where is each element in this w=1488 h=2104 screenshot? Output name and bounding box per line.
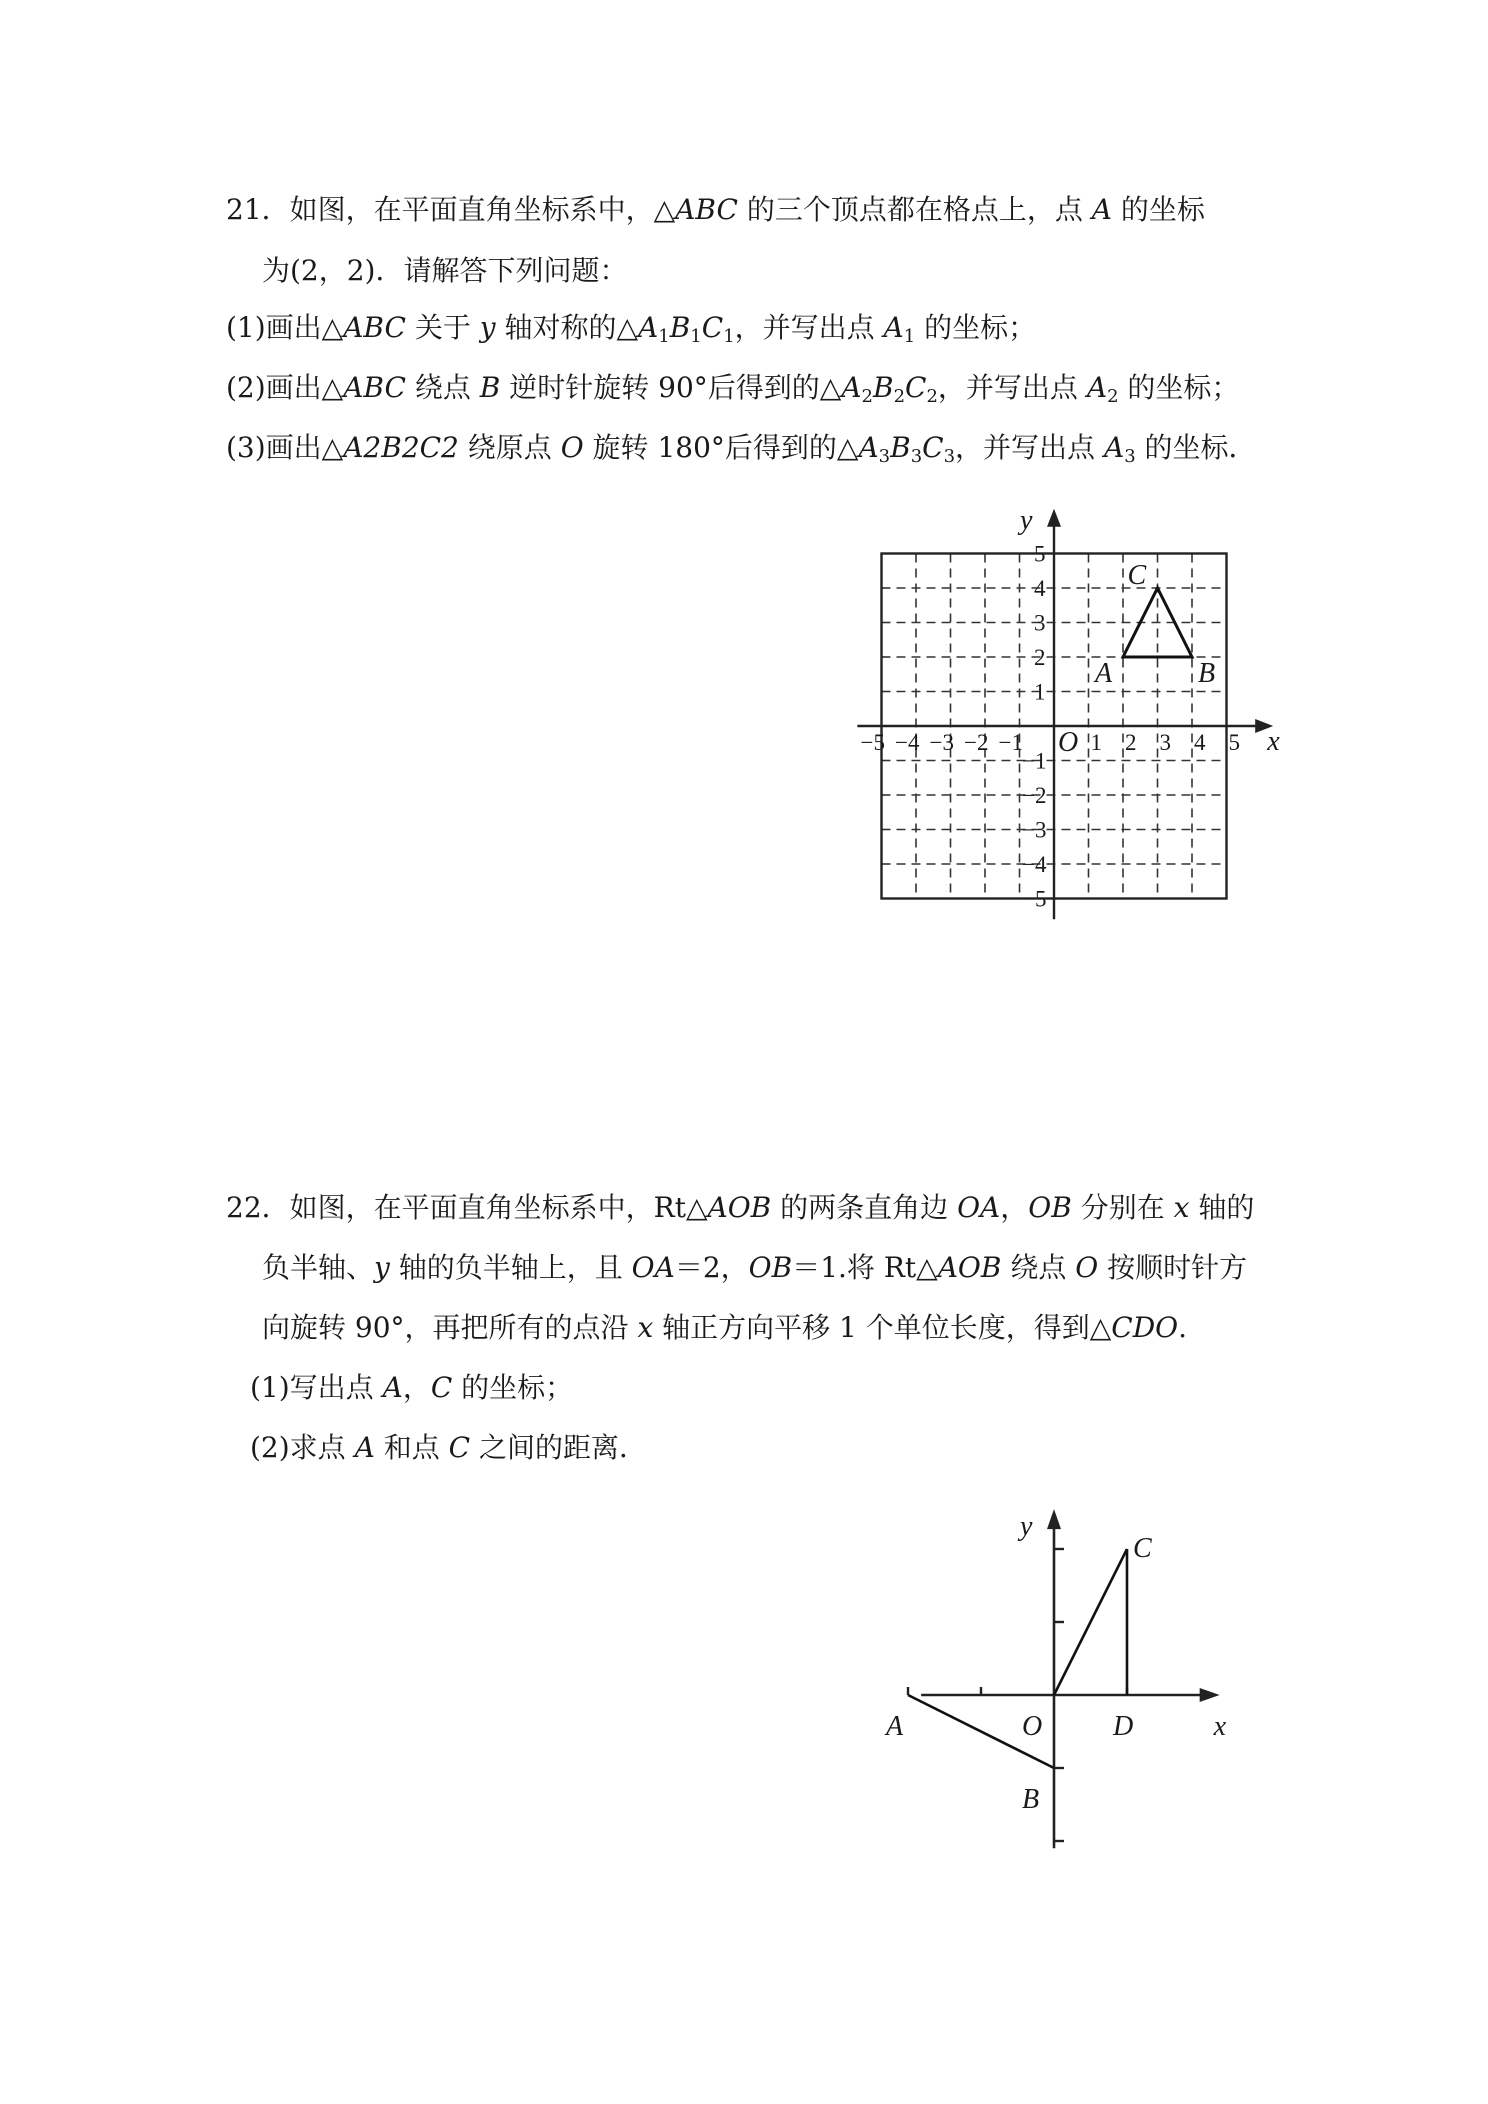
q22-text: ＝1.将 Rt△ — [792, 1251, 938, 1284]
q22-text: 向旋转 90°，再把所有的点沿 — [262, 1311, 638, 1344]
q21-text: 的坐标； — [1118, 371, 1240, 404]
x-axis-label: x — [1267, 726, 1280, 757]
x-axis-arrow-icon — [1200, 1688, 1220, 1702]
q22-text: . — [1178, 1311, 1188, 1344]
q21-text: 逆时针旋转 90°后得到的△ — [500, 371, 842, 404]
q21-text: ABC — [343, 311, 406, 344]
q22-text: 的坐标； — [452, 1371, 574, 1404]
q22-text: OA — [631, 1251, 675, 1284]
q22-text: A — [382, 1371, 403, 1404]
q22-text: y — [374, 1251, 390, 1284]
point-label-b: B — [1022, 1784, 1040, 1815]
q21-text: A — [858, 431, 879, 464]
q21-sub: 2 — [1107, 386, 1119, 407]
q21-text: 旋转 180°后得到的△ — [583, 431, 859, 464]
q21-text: ，并写出点 — [955, 431, 1104, 464]
q21-text: ABC — [343, 371, 406, 404]
q21-text: 关于 — [405, 311, 480, 344]
x-tick-label: 1 — [1090, 730, 1102, 755]
y-axis-arrow-icon — [1047, 1509, 1061, 1529]
y-tick-label: 2 — [1034, 645, 1046, 670]
q21-text: 的三个顶点都在格点上，点 — [737, 193, 1092, 226]
q22-text: 22．如图，在平面直角坐标系中，Rt△ — [226, 1191, 708, 1224]
q21-sub: 2 — [893, 386, 906, 407]
q22-text: x — [637, 1311, 654, 1344]
y-tick-label: 1 — [1034, 679, 1046, 705]
q21-sub: 1 — [903, 326, 916, 347]
x-tick-label: 3 — [1159, 730, 1171, 755]
q21-text: A — [638, 311, 659, 344]
q21-text: 的坐标； — [915, 311, 1037, 344]
q21-text: A — [1091, 193, 1112, 226]
q22-text: (1)写出点 — [250, 1371, 383, 1404]
q22-text: x — [1173, 1191, 1190, 1224]
q21-sub: 1 — [690, 326, 702, 347]
q21-text: C — [905, 371, 927, 404]
y-tick-label: −4 — [1022, 852, 1047, 877]
q21-text: 绕点 — [405, 371, 480, 404]
x-tick-label: 5 — [1228, 730, 1240, 755]
q21-text: O — [560, 431, 584, 464]
q22-text: C — [430, 1371, 453, 1404]
q22-text: OB — [748, 1251, 793, 1284]
q22-text: 负半轴、 — [262, 1251, 375, 1284]
segment-oc — [1054, 1549, 1127, 1695]
x-tick-label: 4 — [1194, 730, 1206, 755]
point-label-a: A — [1095, 658, 1113, 689]
q21-sub: 2 — [861, 386, 873, 407]
point-label-a: A — [886, 1711, 904, 1742]
q21-sub: 3 — [943, 446, 956, 467]
q21-text: ABC — [675, 193, 738, 226]
q22-text: A — [354, 1431, 375, 1464]
q22-text: CDO — [1111, 1311, 1179, 1344]
q21-text: B — [479, 371, 501, 404]
point-label-c: C — [1127, 560, 1147, 591]
x-tick-label: 2 — [1125, 730, 1137, 755]
q22-text: O — [1075, 1251, 1099, 1284]
q21-text: B — [873, 371, 894, 404]
q21-sub: 1 — [658, 326, 670, 347]
q22-text: ， — [1000, 1191, 1029, 1224]
q22-text: AOB — [937, 1251, 1002, 1284]
x-tick-label: −3 — [929, 730, 954, 755]
y-tick-label: −3 — [1022, 817, 1047, 843]
y-axis-label: y — [1020, 1511, 1033, 1543]
q21-text: (2)画出△ — [226, 371, 344, 404]
q21-sub: 2 — [926, 386, 938, 407]
x-tick-label: −1 — [998, 730, 1023, 755]
q21-text: C — [701, 311, 724, 344]
q21-text: 绕原点 — [458, 431, 561, 464]
q21-text: 的坐标 — [1111, 193, 1205, 226]
q21-text: A — [841, 371, 862, 404]
q21-text: A — [1086, 371, 1108, 404]
q21-sub: 3 — [910, 446, 923, 467]
q21-text: B — [890, 431, 911, 464]
q22-text: 轴的 — [1189, 1191, 1255, 1224]
y-axis-label: y — [1020, 504, 1033, 536]
q22-text: 之间的距离． — [470, 1431, 647, 1464]
q21-text: (3)画出△ — [226, 431, 344, 464]
origin-label: O — [1058, 727, 1079, 758]
q22-text: AOB — [707, 1191, 772, 1224]
origin-label: O — [1022, 1711, 1043, 1742]
y-tick-label: 4 — [1034, 576, 1046, 601]
point-label-b: B — [1198, 658, 1216, 689]
q22-text: 分别在 — [1071, 1191, 1174, 1224]
q22-text: OB — [1028, 1191, 1072, 1224]
q22-text: 和点 — [374, 1431, 449, 1464]
q21-text: 轴对称的△ — [495, 311, 639, 344]
point-label-c: C — [1133, 1533, 1152, 1564]
q22-text: C — [448, 1431, 471, 1464]
q22-text: 按顺时针方 — [1098, 1251, 1248, 1284]
q21-text: y — [479, 311, 496, 344]
q21-text: (1)画出△ — [226, 311, 344, 344]
q22-text: OA — [957, 1191, 1001, 1224]
y-tick-label: −1 — [1022, 748, 1047, 774]
q21-text: 的坐标． — [1135, 431, 1257, 464]
q22-text: ＝2， — [674, 1251, 749, 1284]
y-tick-label: 5 — [1034, 541, 1046, 567]
q21-text: B — [669, 311, 691, 344]
q21-sub: 3 — [1124, 446, 1136, 467]
y-tick-label: 3 — [1034, 610, 1046, 636]
q21-text: A — [1103, 431, 1125, 464]
point-label-d: D — [1113, 1711, 1134, 1742]
x-tick-label: −2 — [964, 730, 989, 755]
q22-text: 轴正方向平移 1 个单位长度，得到△ — [653, 1311, 1112, 1344]
y-tick-label: −5 — [1022, 886, 1047, 912]
q21-text: A2B2C2 — [343, 431, 459, 464]
q21-text: ，并写出点 — [734, 311, 884, 344]
x-tick-label: −5 — [860, 730, 885, 755]
q21-text: C — [922, 431, 944, 464]
q22-text: 绕点 — [1001, 1251, 1076, 1284]
q22-text: 的两条直角边 — [771, 1191, 958, 1224]
q21-text: 为(2，2)．请解答下列问题： — [262, 254, 628, 287]
x-axis-label: x — [1213, 1711, 1227, 1742]
q21-text: 21．如图，在平面直角坐标系中，△ — [226, 193, 676, 226]
q22-text: (2)求点 — [250, 1431, 355, 1464]
q22-text: ， — [402, 1371, 431, 1404]
q21-sub: 1 — [723, 326, 735, 347]
q21-text: A — [883, 311, 904, 344]
x-tick-label: −4 — [895, 730, 920, 755]
q21-text: ，并写出点 — [937, 371, 1087, 404]
y-tick-label: −2 — [1022, 783, 1047, 808]
q21-sub: 3 — [878, 446, 891, 467]
q22-text: 轴的负半轴上，且 — [389, 1251, 632, 1284]
